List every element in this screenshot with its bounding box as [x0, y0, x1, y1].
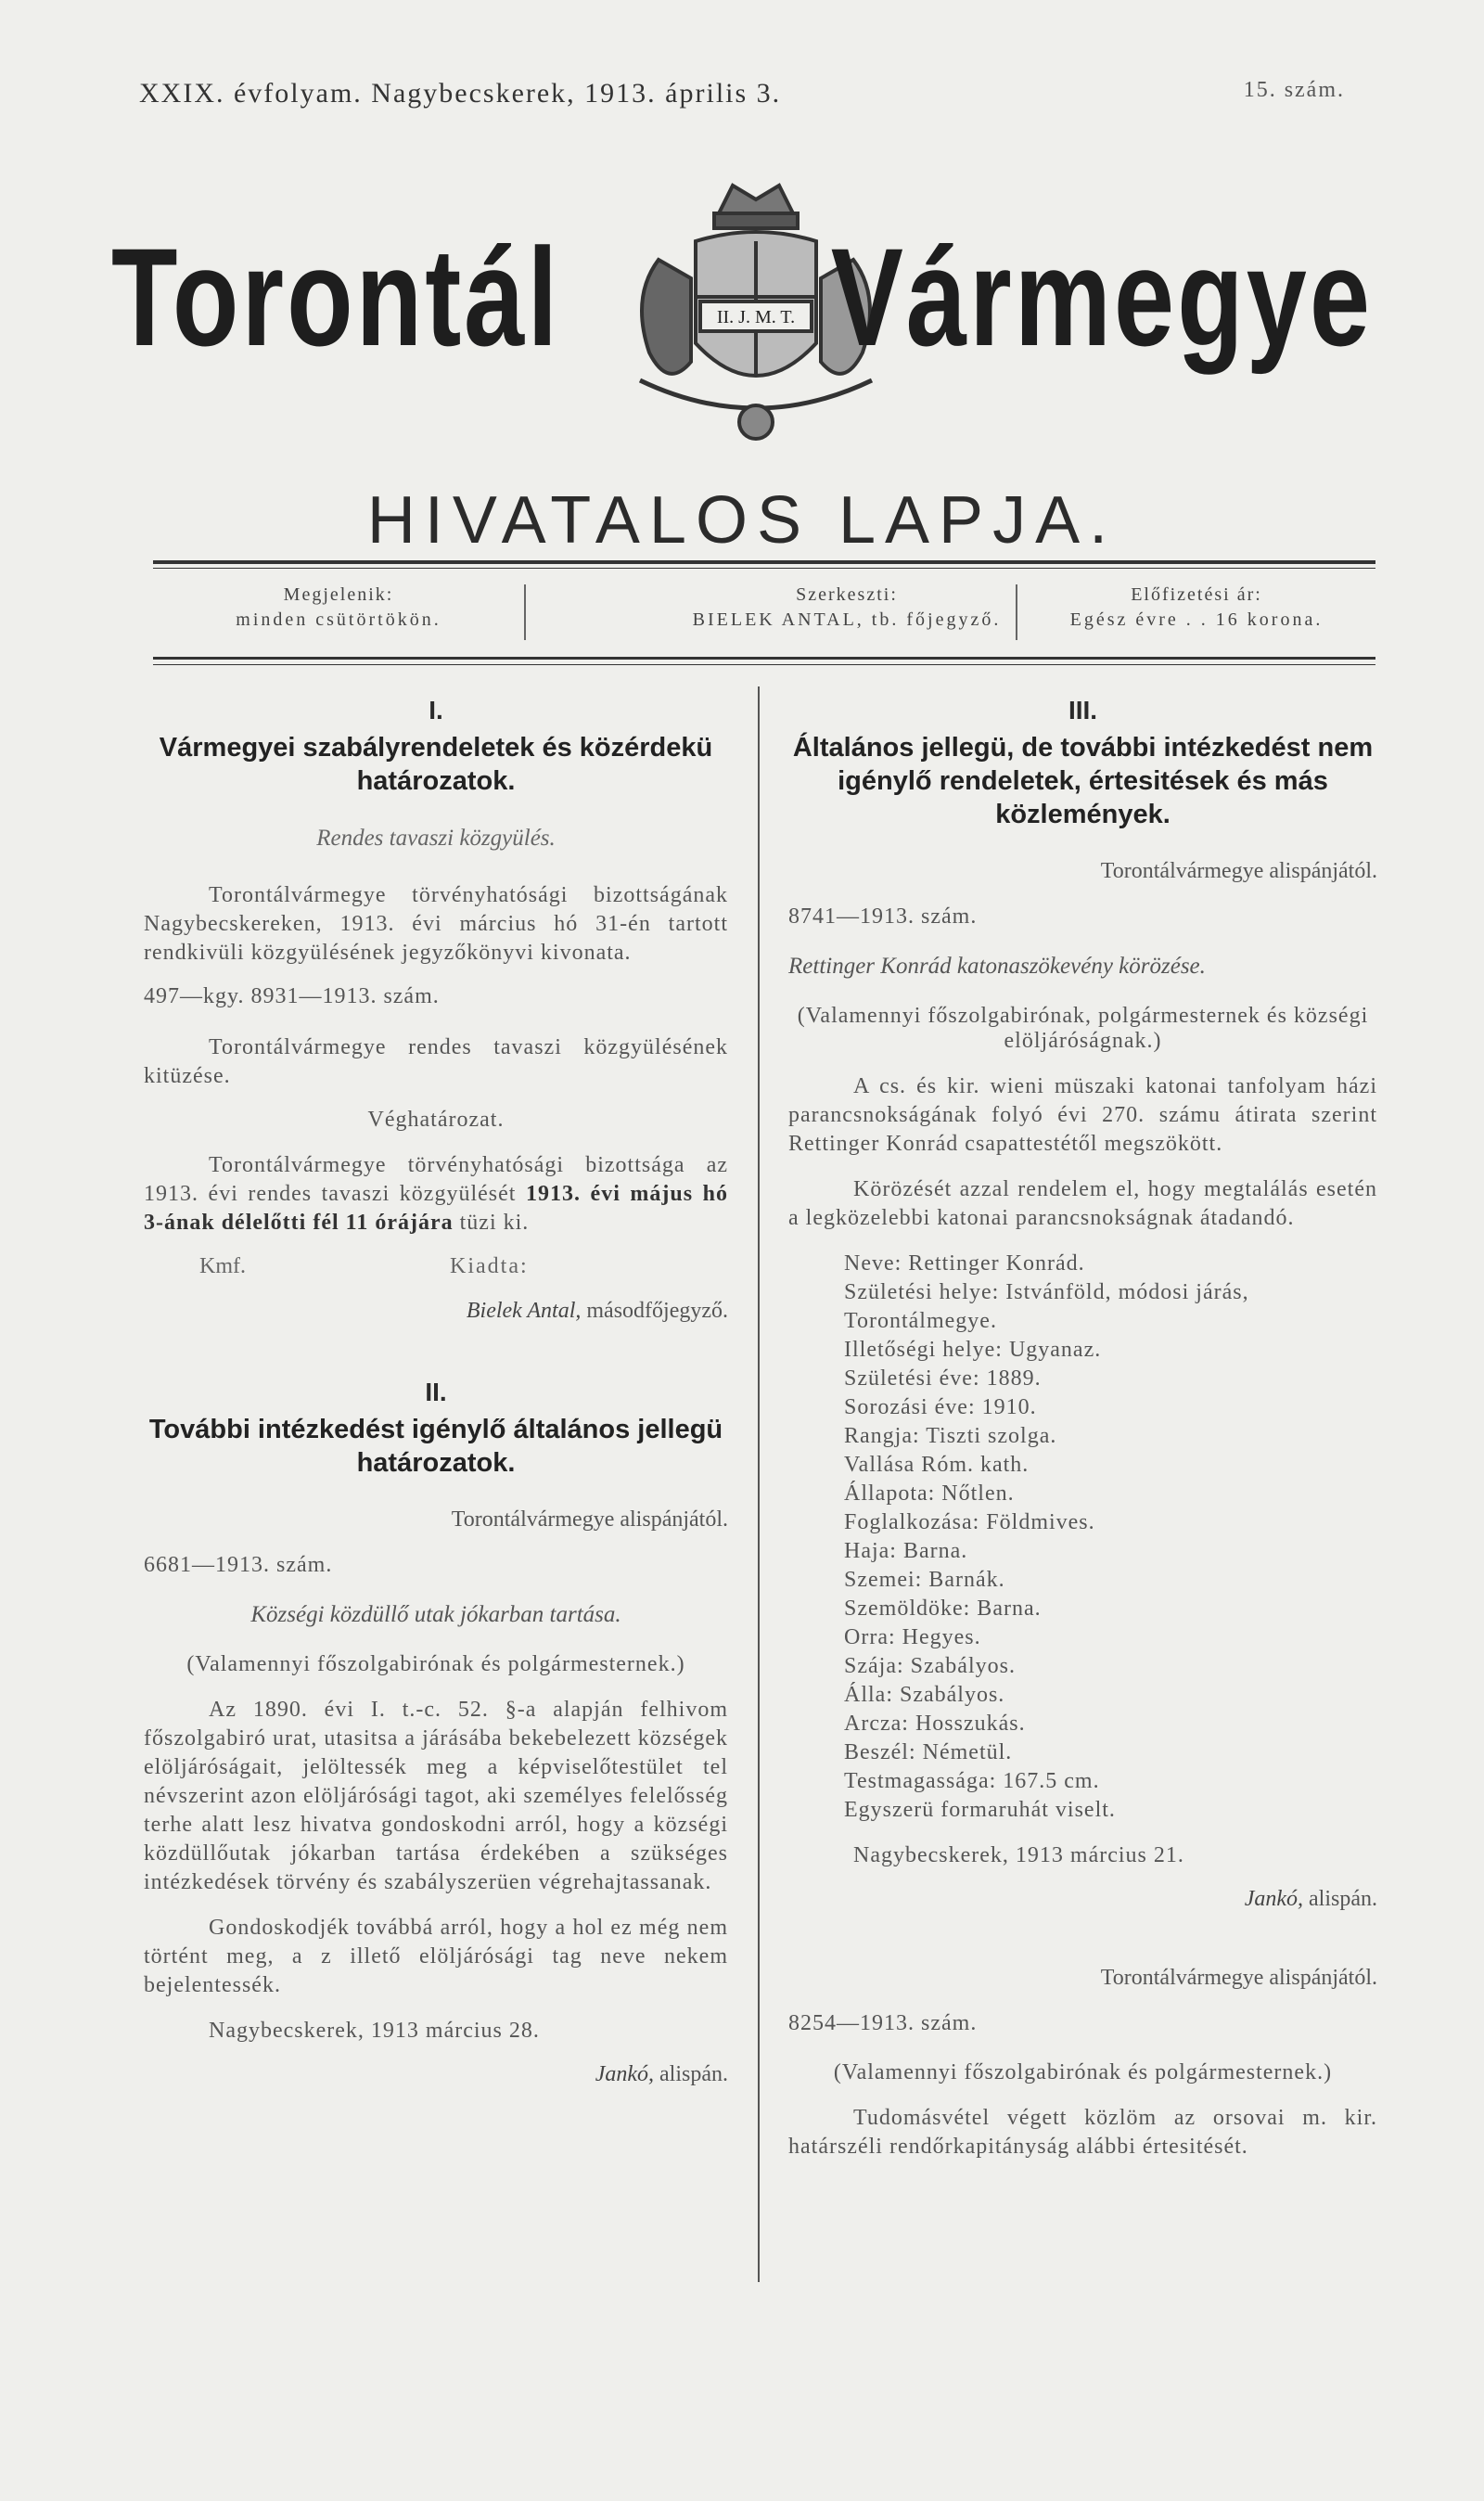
signature-title: alispán. — [654, 2062, 728, 2086]
masthead — [111, 158, 1373, 464]
section-2-reference: 6681—1913. szám. — [144, 1553, 333, 1577]
section-2-body-1: Az 1890. évi I. t.-c. 52. §-a alapján felhivom főszolgabiró urat, utasitsa a járásába bekebelezett községek elöljáróságait, jelöltessék meg a képviselőtestület tel névszerint azon elöljárósági tagot, aki személyes felelősség terhe alatt lesz hivatva gondoskodni arról, hogy a községi közdüllőutak jókarban tartása érdekében a szükséges intézkedések törvény és szabályszerüen végrehajtassanak. — [144, 1698, 728, 1894]
description-item: Arcza: Hosszukás. — [844, 1712, 1026, 1736]
section-2-number: II. — [425, 1378, 447, 1406]
section-1-decision-text — [144, 1151, 728, 1238]
section-3-reference-2: 8254—1913. szám. — [788, 2011, 978, 2035]
description-item: Születési éve: 1889. — [844, 1366, 1042, 1391]
publish-info — [153, 584, 524, 640]
section-3-reference: 8741—1913. szám. — [788, 904, 978, 929]
section-3-signature — [788, 1887, 1377, 1912]
masthead-title-right: Vármegye — [830, 219, 1373, 375]
signature-name: Bielek Antal, — [466, 1299, 582, 1323]
description-item: Rangja: Tiszti szolga. — [844, 1424, 1057, 1448]
section-3-heading: Általános jellegü, de további intézkedést nem igénylő rendeletek, értesitések és más közlemények. — [792, 733, 1374, 829]
signature-name: Jankó, — [1244, 1887, 1304, 1911]
section-1-signoff — [144, 1254, 728, 1286]
section-3-addressee-2: (Valamennyi főszolgabirónak és polgármesternek.) — [833, 2060, 1333, 2084]
section-1-heading: Vármegyei szabályrendeletek és közérdekü határozatok. — [159, 733, 713, 796]
price-label: Előfizetési ár: — [1131, 584, 1262, 605]
section-3-source-2: Torontálvármegye alispánjától. — [1100, 1966, 1377, 1990]
issue-number: 15. szám. — [1243, 78, 1345, 102]
description-item: Illetőségi helye: Ugyanaz. — [844, 1338, 1102, 1362]
right-column — [788, 696, 1377, 2178]
section-3-subhead: Rettinger Konrád katonaszökevény körözése. — [788, 954, 1206, 979]
section-2-signature — [144, 2062, 728, 2087]
section-2-body-2: Gondoskodjék továbbá arról, hogy a hol ez még nem történt meg, a z illető elöljárósági tag neve nekem bejelentessék. — [144, 1916, 728, 1997]
editor-label: Szerkeszti: — [796, 584, 898, 605]
masthead-title-left: Torontál — [111, 219, 561, 375]
section-1-subject: Torontálvármegye rendes tavaszi közgyülésének kitüzése. — [144, 1035, 728, 1088]
decision-date: 1913. évi május hó 3-ának délelőtti fél 11 órájára — [144, 1182, 728, 1235]
description-item: Beszél: Németül. — [844, 1740, 1013, 1764]
section-3-body-1: A cs. és kir. wieni müszaki katonai tanfolyam házi parancsnokságának folyó évi 270. számu átirata szerint Rettinger Konrád csapattestétől megszökött. — [788, 1074, 1377, 1156]
crest-text: II. J. M. T. — [716, 307, 796, 327]
decision-text-c: tüzi ki. — [453, 1211, 530, 1235]
publish-label: Megjelenik: — [283, 584, 394, 605]
signature-name: Jankó, — [595, 2062, 655, 2086]
section-3-body-3: Tudomásvétel végett közlöm az orsovai m. kir. határszéli rendőrkapitányság alábbi értesitését. — [788, 2106, 1377, 2159]
section-2-source: Torontálvármegye alispánjától. — [451, 1507, 728, 1532]
section-1-subhead: Rendes tavaszi közgyülés. — [316, 826, 556, 851]
section-1-signature — [144, 1299, 728, 1324]
description-item: Foglalkozása: Földmives. — [844, 1510, 1095, 1534]
subtitle: HIVATALOS LAPJA. — [366, 483, 1118, 558]
top-rule-thin — [153, 568, 1375, 569]
issue-info: XXIX. évfolyam. Nagybecskerek, 1913. április 3. — [139, 78, 782, 109]
decision-text-a: Torontálvármegye törvényhatósági bizottsága az 1913. évi rendes tavaszi közgyülését — [144, 1153, 728, 1206]
description-item: Haja: Barna. — [844, 1539, 968, 1563]
section-3-number: III. — [1068, 696, 1098, 725]
publish-value: minden csütörtökön. — [236, 609, 441, 630]
editor-value: BIELEK ANTAL, tb. főjegyző. — [692, 609, 1002, 630]
column-rule — [758, 686, 760, 2282]
signature-title: másodfőjegyző. — [581, 1299, 728, 1323]
section-1-number: I. — [429, 696, 443, 725]
spacer — [788, 1934, 1377, 1966]
left-column — [144, 696, 728, 2110]
description-list — [788, 1250, 1377, 1825]
mid-rule — [153, 657, 1375, 660]
description-item: Egyszerü formaruhát viselt. — [844, 1798, 1116, 1822]
description-item: Vallása Róm. kath. — [844, 1453, 1030, 1477]
info-row — [153, 584, 1375, 640]
description-item: Sorozási éve: 1910. — [844, 1395, 1037, 1419]
price-info — [1017, 584, 1375, 640]
section-1-intro: Torontálvármegye törvényhatósági bizottságának Nagybecskereken, 1913. évi március hó 31-én tartott rendkivüli közgyülésének jegyzőkönyvi kivonata. — [144, 883, 728, 965]
top-rule — [153, 560, 1375, 564]
section-2-addressee: (Valamennyi főszolgabirónak és polgármesternek.) — [186, 1652, 685, 1676]
kiadta-label: Kiadta: — [450, 1254, 529, 1278]
description-item: Szemöldöke: Barna. — [844, 1597, 1042, 1621]
kmf-label: Kmf. — [199, 1254, 246, 1278]
issue-header — [139, 78, 1345, 115]
section-1-reference: 497—kgy. 8931—1913. szám. — [144, 984, 440, 1008]
description-item: Testmagassága: 167.5 cm. — [844, 1769, 1100, 1793]
description-item: Születési helye: Istvánföld, módosi járás, Torontálmegye. — [844, 1280, 1249, 1333]
section-1-decision: Véghatározat. — [367, 1108, 505, 1132]
price-value: Egész évre . . 16 korona. — [1069, 609, 1324, 630]
section-2-heading: További intézkedést igénylő általános jellegü határozatok. — [148, 1415, 723, 1478]
section-3-body-2: Körözését azzal rendelem el, hogy megtalálás esetén a legközelebbi katonai parancsnokságnak átadandó. — [788, 1177, 1377, 1230]
description-item: Szemei: Barnák. — [844, 1568, 1005, 1592]
spacer — [144, 1346, 728, 1378]
section-3-addressee: (Valamennyi főszolgabirónak, polgármesternek és községi elöljáróságnak.) — [797, 1004, 1369, 1053]
description-item: Állapota: Nőtlen. — [844, 1481, 1015, 1506]
section-3-source: Torontálvármegye alispánjától. — [1100, 859, 1377, 883]
description-item: Neve: Rettinger Konrád. — [844, 1251, 1085, 1276]
description-item: Orra: Hegyes. — [844, 1625, 981, 1649]
signature-title: alispán. — [1303, 1887, 1377, 1911]
section-2-date: Nagybecskerek, 1913 március 28. — [209, 2019, 540, 2043]
mid-rule-thin — [153, 664, 1375, 665]
section-3-date: Nagybecskerek, 1913 március 21. — [853, 1843, 1184, 1867]
description-item: Szája: Szabályos. — [844, 1654, 1016, 1678]
description-item: Álla: Szabályos. — [844, 1683, 1005, 1707]
section-2-subhead: Községi közdüllő utak jókarban tartása. — [250, 1602, 621, 1627]
